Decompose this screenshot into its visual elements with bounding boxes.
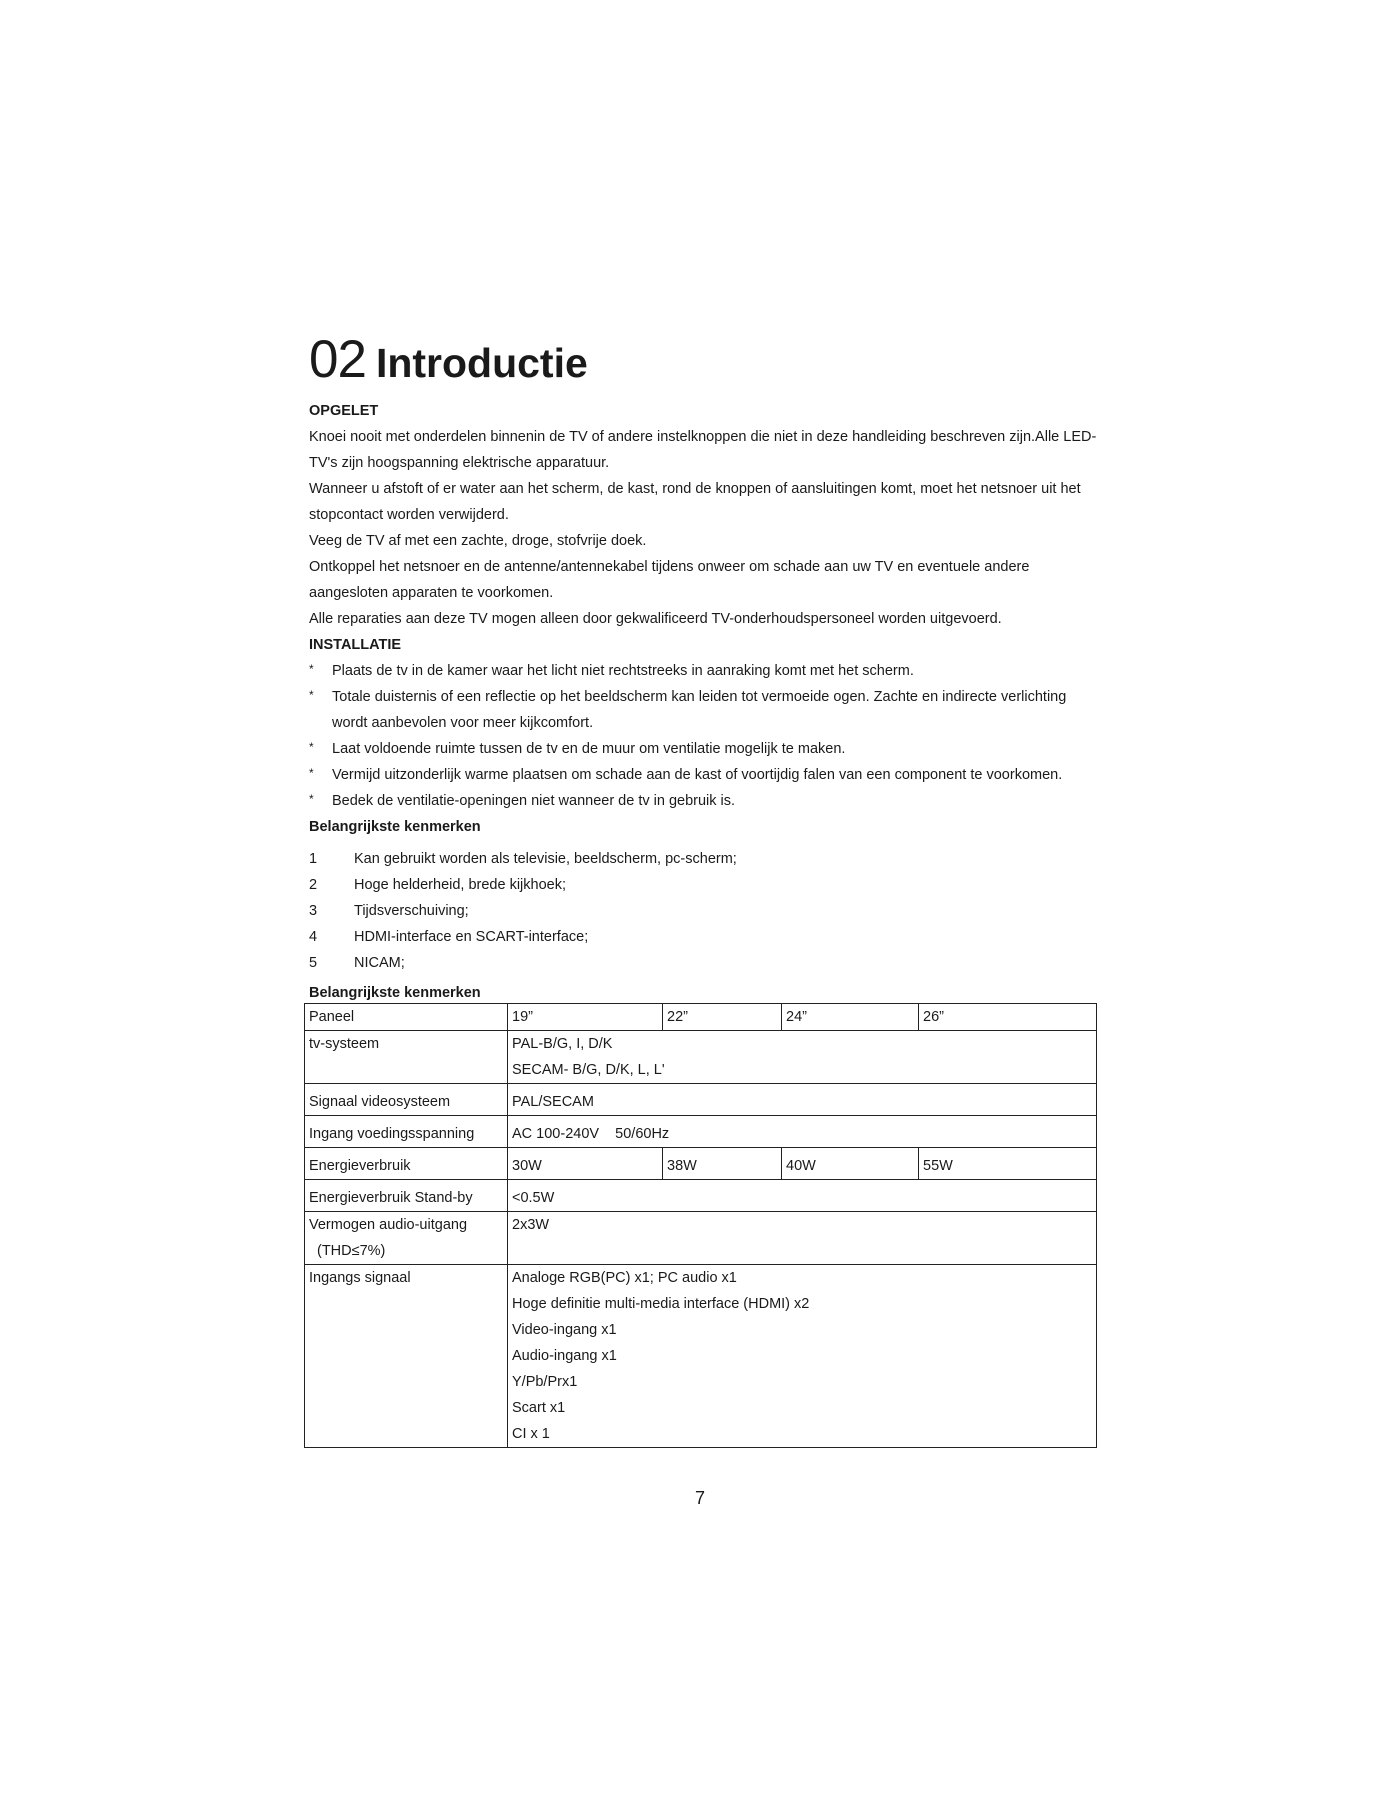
table-cell: 26” bbox=[919, 1004, 1097, 1031]
table-row bbox=[305, 1148, 1097, 1180]
table-row bbox=[305, 1180, 1097, 1212]
list-item: * Bedek de ventilatie-openingen niet wanneer de tv in gebruik is. bbox=[309, 788, 1099, 814]
table-row bbox=[305, 1004, 1097, 1031]
chapter-number: 02 bbox=[309, 330, 366, 389]
section-heading-opgelet: OPGELET bbox=[309, 403, 379, 419]
table-row bbox=[305, 1116, 1097, 1148]
table-row bbox=[305, 1031, 1097, 1084]
asterisk-bullet: * bbox=[309, 766, 314, 780]
section-heading-specs: Belangrijkste kenmerken bbox=[309, 985, 481, 1001]
paragraph: Wanneer u afstoft of er water aan het scherm, de kast, rond de knoppen of aansluitingen komt, moet het netsnoer uit het stopcontact worden verwijderd. bbox=[309, 481, 1081, 523]
table-cell: Vermogen audio-uitgang (THD≤7%) bbox=[305, 1212, 508, 1265]
table-cell: AC 100-240V 50/60Hz bbox=[508, 1116, 1097, 1148]
page-title bbox=[309, 330, 1099, 390]
table-cell: 40W bbox=[782, 1148, 919, 1180]
installation-list bbox=[309, 658, 1099, 814]
table-cell: tv-systeem bbox=[305, 1031, 508, 1084]
features-list bbox=[309, 846, 1099, 976]
asterisk-bullet: * bbox=[309, 792, 314, 806]
table-row bbox=[305, 1212, 1097, 1265]
paragraph: Veeg de TV af met een zachte, droge, stofvrije doek. bbox=[309, 533, 647, 549]
asterisk-bullet: * bbox=[309, 740, 314, 754]
list-item: * Laat voldoende ruimte tussen de tv en de muur om ventilatie mogelijk te maken. bbox=[309, 736, 1099, 762]
list-item: 4 HDMI-interface en SCART-interface; bbox=[309, 929, 589, 945]
list-item: 3 Tijdsverschuiving; bbox=[309, 903, 469, 919]
section-heading-features: Belangrijkste kenmerken bbox=[309, 819, 481, 835]
specs-table bbox=[304, 1003, 1097, 1448]
list-item: 5 NICAM; bbox=[309, 955, 405, 971]
asterisk-bullet: * bbox=[309, 662, 314, 676]
page-number: 7 bbox=[694, 1488, 705, 1508]
table-cell: Energieverbruik Stand-by bbox=[305, 1180, 508, 1212]
paragraph: Alle reparaties aan deze TV mogen alleen door gekwalificeerd TV-onderhoudspersoneel worden uitgevoerd. bbox=[309, 611, 1002, 627]
list-item: 1 Kan gebruikt worden als televisie, beeldscherm, pc-scherm; bbox=[309, 851, 737, 867]
table-row bbox=[305, 1084, 1097, 1116]
paragraph: Knoei nooit met onderdelen binnenin de TV of andere instelknoppen die niet in deze handleiding beschreven zijn.Alle LED-TV's zijn hoogspanning elektrische apparatuur. bbox=[309, 429, 1097, 471]
paragraph: Ontkoppel het netsnoer en de antenne/antennekabel tijdens onweer om schade aan uw TV en eventuele andere aangesloten apparaten te voorkomen. bbox=[309, 559, 1030, 601]
table-cell: <0.5W bbox=[508, 1180, 1097, 1212]
page-content bbox=[309, 330, 1099, 1006]
list-item: * Vermijd uitzonderlijk warme plaatsen om schade aan de kast of voortijdig falen van een component te voorkomen. bbox=[309, 762, 1099, 788]
table-cell: PAL/SECAM bbox=[508, 1084, 1097, 1116]
asterisk-bullet: * bbox=[309, 688, 314, 702]
table-cell: Ingang voedingsspanning bbox=[305, 1116, 508, 1148]
table-cell: Paneel bbox=[305, 1004, 508, 1031]
table-cell: 24” bbox=[782, 1004, 919, 1031]
section-heading-installatie: INSTALLATIE bbox=[309, 637, 402, 653]
table-cell: Ingangs signaal bbox=[305, 1265, 508, 1448]
table-row bbox=[305, 1265, 1097, 1448]
table-cell: 22” bbox=[663, 1004, 782, 1031]
table-cell: 2x3W bbox=[508, 1212, 1097, 1265]
list-item: * Totale duisternis of een reflectie op het beeldscherm kan leiden tot vermoeide ogen. Zachte en indirecte verlichting wordt aanbevolen voor meer kijkcomfort. bbox=[309, 684, 1099, 736]
table-cell: 30W bbox=[508, 1148, 663, 1180]
table-cell: Energieverbruik bbox=[305, 1148, 508, 1180]
table-cell: 38W bbox=[663, 1148, 782, 1180]
table-cell: PAL-B/G, I, D/K SECAM- B/G, D/K, L, L' bbox=[508, 1031, 1097, 1084]
list-item: 2 Hoge helderheid, brede kijkhoek; bbox=[309, 877, 566, 893]
table-cell: Analoge RGB(PC) x1; PC audio x1 Hoge definitie multi-media interface (HDMI) x2 Video-ingang x1 Audio-ingang x1 Y/Pb/Prx1 Scart x1 CI x 1 bbox=[508, 1265, 1097, 1448]
table-cell: 55W bbox=[919, 1148, 1097, 1180]
table-cell: Signaal videosysteem bbox=[305, 1084, 508, 1116]
list-item: * Plaats de tv in de kamer waar het licht niet rechtstreeks in aanraking komt met het scherm. bbox=[309, 658, 1099, 684]
table-cell: 19” bbox=[508, 1004, 663, 1031]
chapter-title: Introductie bbox=[375, 340, 588, 386]
